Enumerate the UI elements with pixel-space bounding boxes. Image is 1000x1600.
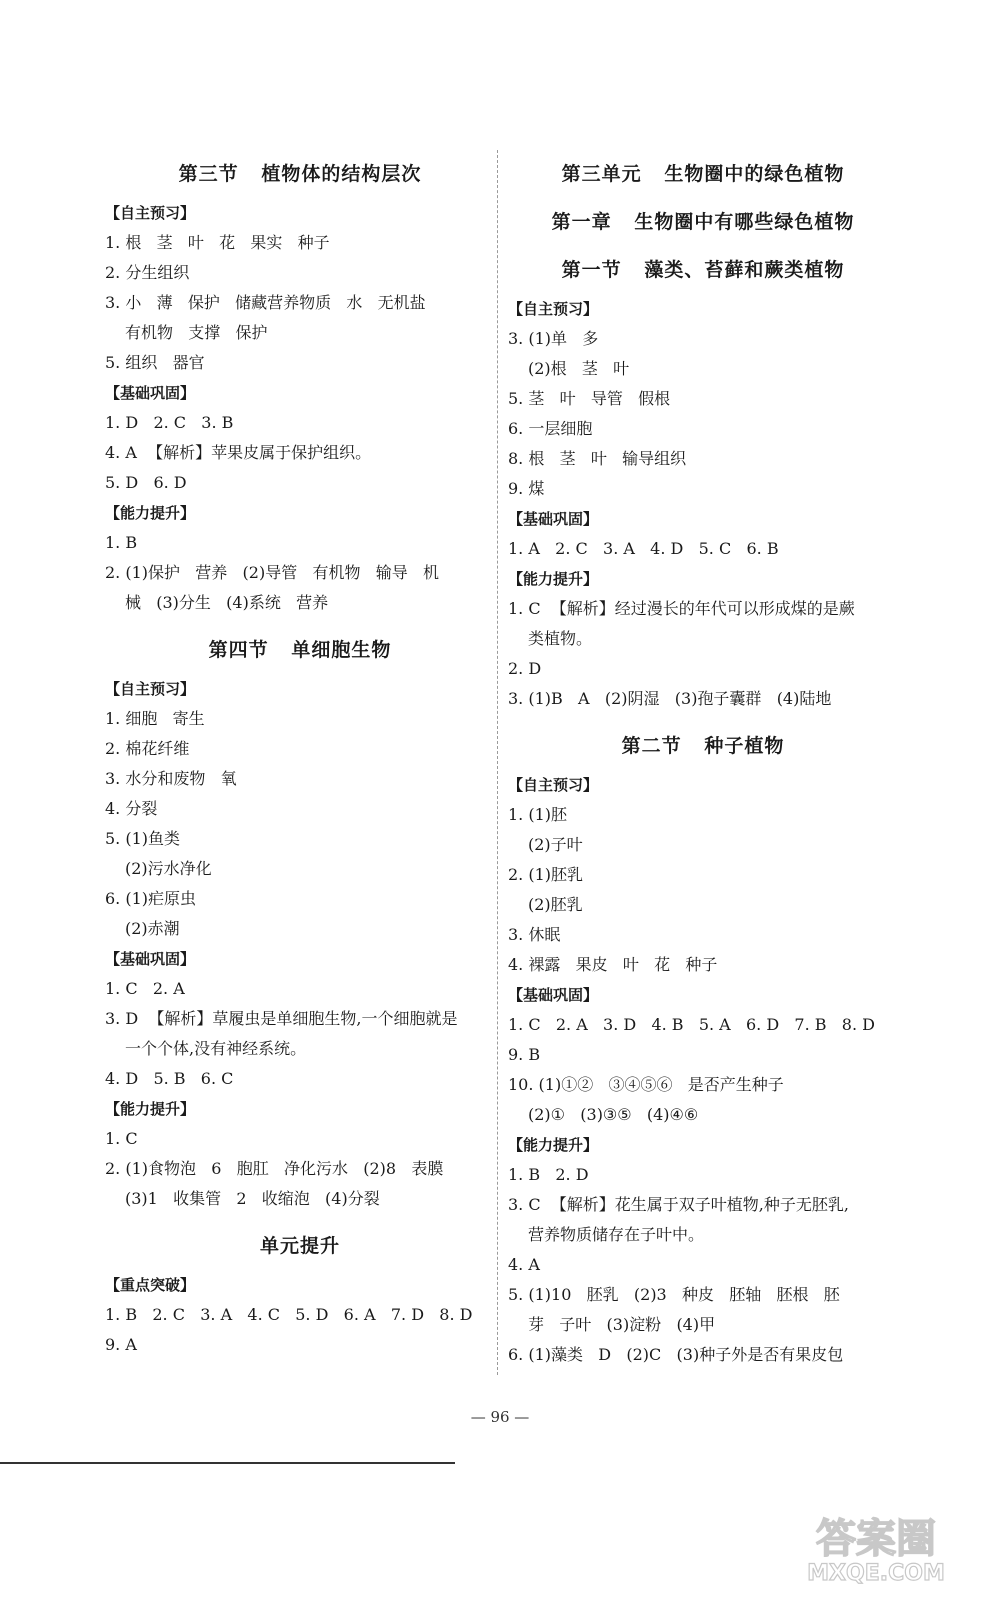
answer-line-continued: 营养物质储存在子叶中。 bbox=[528, 1225, 705, 1244]
page-number: — 96 — bbox=[470, 1408, 530, 1426]
answer-line: 2. 棉花纤维 bbox=[105, 739, 190, 758]
answer-line-continued: (2)污水净化 bbox=[125, 859, 212, 878]
answer-line-continued: 芽 子叶 (3)淀粉 (4)甲 bbox=[528, 1315, 716, 1334]
answer-line: 6. (1)疟原虫 bbox=[105, 889, 197, 908]
answer-line: 2. (1)保护 营养 (2)导管 有机物 输导 机 bbox=[105, 563, 439, 582]
answer-line: 3. (1)单 多 bbox=[508, 329, 599, 348]
answer-line: 1. C 2. A 3. D 4. B 5. A 6. D 7. B 8. D bbox=[508, 1015, 875, 1034]
answer-line: 3. 休眠 bbox=[508, 925, 561, 944]
left-column bbox=[105, 150, 495, 1360]
answer-line: 5. D 6. D bbox=[105, 473, 187, 492]
bottom-rule bbox=[0, 1462, 455, 1464]
watermark-logo bbox=[776, 1508, 976, 1586]
answer-line: 9. B bbox=[508, 1045, 541, 1064]
subsection-heading: 【自主预习】 bbox=[508, 300, 599, 318]
subsection-heading: 【能力提升】 bbox=[508, 570, 599, 588]
answer-line: 9. 煤 bbox=[508, 479, 545, 498]
answer-line: 4. D 5. B 6. C bbox=[105, 1069, 234, 1088]
section-title: 第二节 种子植物 bbox=[621, 735, 785, 757]
answer-line-continued: (2)① (3)③⑤ (4)④⑥ bbox=[528, 1105, 699, 1124]
answer-line: 3. C 【解析】花生属于双子叶植物,种子无胚乳, bbox=[508, 1195, 849, 1214]
answer-line: 1. B bbox=[105, 533, 138, 552]
watermark-top: 答案圈 bbox=[816, 1516, 936, 1562]
answer-line-continued: (2)子叶 bbox=[528, 835, 583, 854]
subsection-heading: 【能力提升】 bbox=[105, 504, 196, 522]
answer-line: 4. 分裂 bbox=[105, 799, 158, 818]
column-divider bbox=[497, 150, 498, 1375]
answer-line: 1. D 2. C 3. B bbox=[105, 413, 234, 432]
answer-line: 1. C 【解析】经过漫长的年代可以形成煤的是蕨 bbox=[508, 599, 855, 618]
answer-line: 4. A bbox=[508, 1255, 540, 1274]
answer-line: 9. A bbox=[105, 1335, 137, 1354]
right-column bbox=[508, 150, 898, 1370]
answer-line-continued: (2)根 茎 叶 bbox=[528, 359, 630, 378]
section-title: 第四节 单细胞生物 bbox=[208, 639, 392, 661]
answer-line: 4. 裸露 果皮 叶 花 种子 bbox=[508, 955, 718, 974]
answer-line: 6. (1)藻类 D (2)C (3)种子外是否有果皮包 bbox=[508, 1345, 844, 1364]
watermark-bottom: MXQE.COM bbox=[807, 1561, 945, 1586]
subsection-heading: 【基础巩固】 bbox=[105, 950, 196, 968]
answer-line-continued: (2)赤潮 bbox=[125, 919, 180, 938]
answer-line: 1. C bbox=[105, 1129, 138, 1148]
answer-line: 1. 根 茎 叶 花 果实 种子 bbox=[105, 233, 330, 252]
answer-line: 6. 一层细胞 bbox=[508, 419, 593, 438]
answer-line: 2. (1)食物泡 6 胞肛 净化污水 (2)8 表膜 bbox=[105, 1159, 444, 1178]
subsection-heading: 【能力提升】 bbox=[105, 1100, 196, 1118]
subsection-heading: 【自主预习】 bbox=[105, 204, 196, 222]
answer-line: 5. 组织 器官 bbox=[105, 353, 205, 372]
subsection-heading: 【自主预习】 bbox=[508, 776, 599, 794]
answer-line-continued: 有机物 支撑 保护 bbox=[125, 323, 268, 342]
answer-line: 10. (1)①② ③④⑤⑥ 是否产生种子 bbox=[508, 1075, 784, 1094]
answer-line: 1. A 2. C 3. A 4. D 5. C 6. B bbox=[508, 539, 779, 558]
answer-line: 5. (1)鱼类 bbox=[105, 829, 181, 848]
answer-line: 2. (1)胚乳 bbox=[508, 865, 584, 884]
section-title: 第一节 藻类、苔藓和蕨类植物 bbox=[561, 259, 845, 281]
answer-line: 2. 分生组织 bbox=[105, 263, 190, 282]
answer-line: 1. B 2. D bbox=[508, 1165, 589, 1184]
answer-line: 1. B 2. C 3. A 4. C 5. D 6. A 7. D 8. D bbox=[105, 1305, 473, 1324]
answer-line: 3. 水分和废物 氧 bbox=[105, 769, 237, 788]
answer-line: 5. (1)10 胚乳 (2)3 种皮 胚轴 胚根 胚 bbox=[508, 1285, 840, 1304]
answer-line: 3. D 【解析】草履虫是单细胞生物,一个细胞就是 bbox=[105, 1009, 458, 1028]
answer-line-continued: (3)1 收集管 2 收缩泡 (4)分裂 bbox=[125, 1189, 380, 1208]
answer-line: 4. A 【解析】苹果皮属于保护组织。 bbox=[105, 443, 372, 462]
answer-line: 2. D bbox=[508, 659, 542, 678]
subsection-heading: 【基础巩固】 bbox=[508, 986, 599, 1004]
subsection-heading: 【基础巩固】 bbox=[508, 510, 599, 528]
answer-line: 3. 小 薄 保护 储藏营养物质 水 无机盐 bbox=[105, 293, 426, 312]
subsection-heading: 【自主预习】 bbox=[105, 680, 196, 698]
answer-line: 5. 茎 叶 导管 假根 bbox=[508, 389, 671, 408]
answer-line: 1. 细胞 寄生 bbox=[105, 709, 205, 728]
answer-line-continued: 类植物。 bbox=[528, 629, 593, 648]
answer-line-continued: 一个个体,没有神经系统。 bbox=[125, 1039, 307, 1058]
answer-line: 1. C 2. A bbox=[105, 979, 185, 998]
answer-line: 8. 根 茎 叶 输导组织 bbox=[508, 449, 687, 468]
subsection-heading: 【基础巩固】 bbox=[105, 384, 196, 402]
subsection-heading: 【能力提升】 bbox=[508, 1136, 599, 1154]
section-title: 第一章 生物圈中有哪些绿色植物 bbox=[551, 211, 855, 233]
answer-line-continued: 械 (3)分生 (4)系统 营养 bbox=[125, 593, 329, 612]
section-title: 单元提升 bbox=[259, 1235, 340, 1257]
section-title: 第三节 植物体的结构层次 bbox=[178, 163, 422, 185]
subsection-heading: 【重点突破】 bbox=[105, 1276, 196, 1294]
answer-line: 1. (1)胚 bbox=[508, 805, 568, 824]
answer-line: 3. (1)B A (2)阴湿 (3)孢子囊群 (4)陆地 bbox=[508, 689, 832, 708]
section-title: 第三单元 生物圈中的绿色植物 bbox=[561, 163, 845, 185]
answer-line-continued: (2)胚乳 bbox=[528, 895, 583, 914]
